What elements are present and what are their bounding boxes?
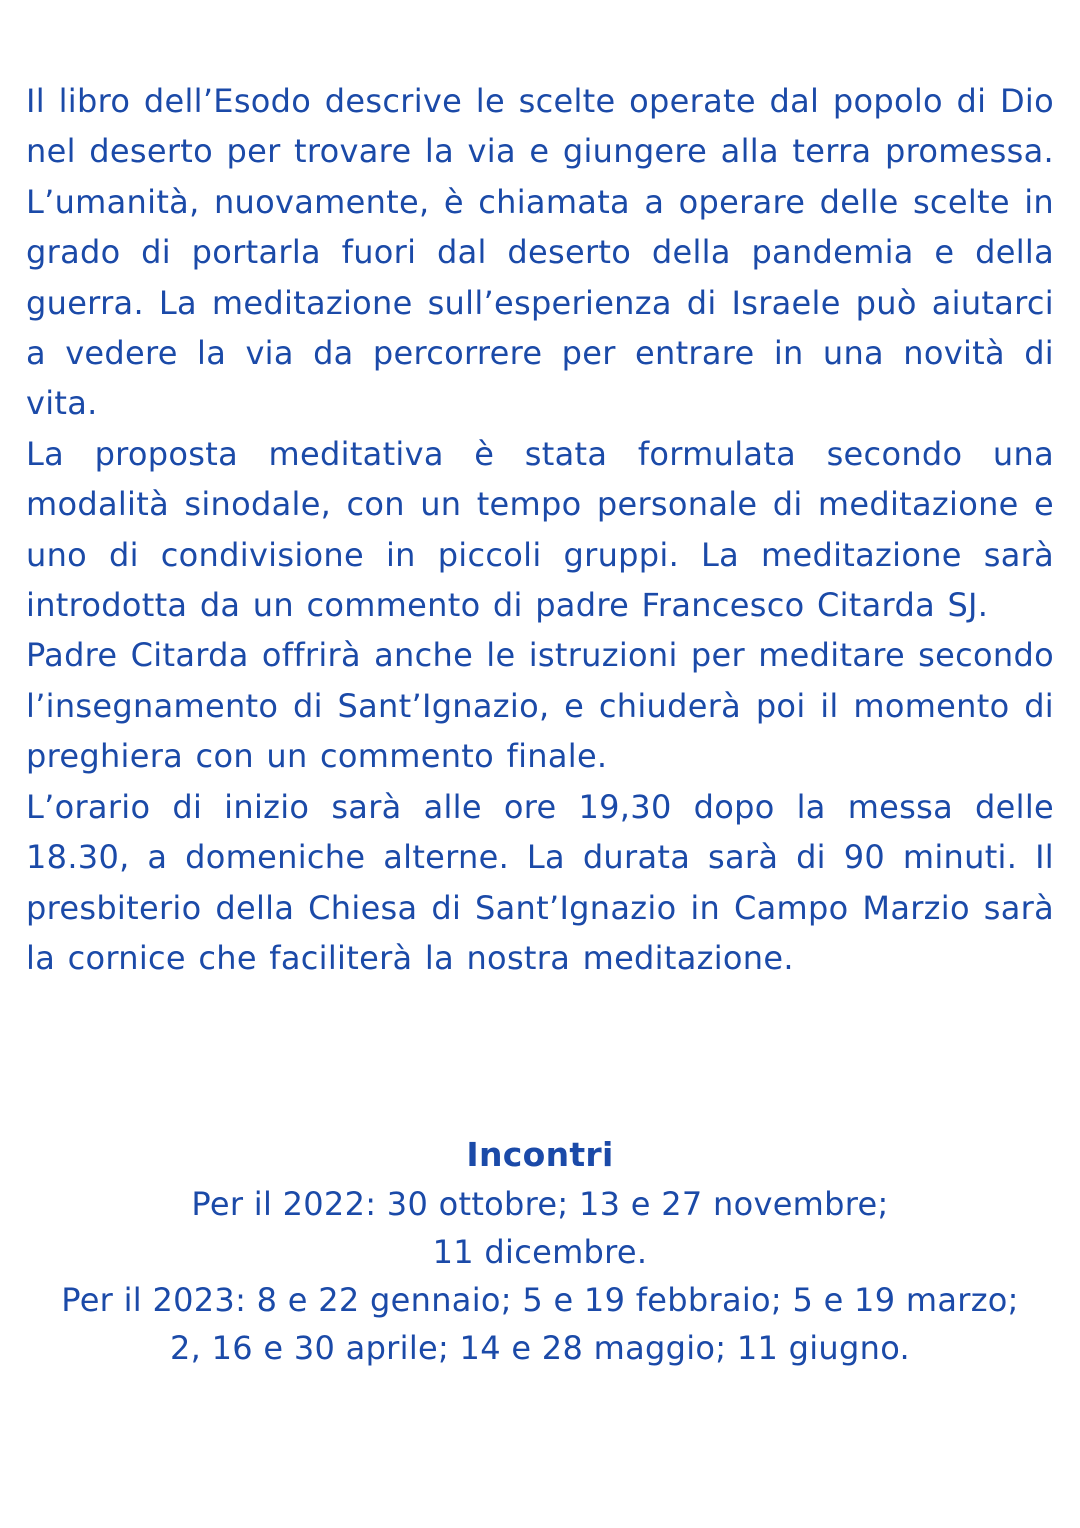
meetings-line-2022: Per il 2022: 30 ottobre; 13 e 27 novembre; — [191, 1185, 889, 1223]
meetings-line-2023: Per il 2023: 8 e 22 gennaio; 5 e 19 febbraio; 5 e 19 marzo; — [61, 1281, 1019, 1319]
paragraph-meditation-proposal: La proposta meditativa è stata formulata secondo una modalità sinodale, con un tempo personale di meditazione e uno di condivisione in piccoli gruppi. La meditazione sarà introdotta da un commento di padre Francesco Citarda SJ. — [26, 434, 1054, 625]
paragraph-exodus-intro: Il libro dell’Esodo descrive le scelte operate dal popolo di Dio nel deserto per trovare la via e giungere alla terra promessa. L’umanità, nuovamente, è chiamata a operare delle scelte in grado di portarla fuori dal deserto della pandemia e della guerra. La meditazione sull’esperienza di Israele può aiutarci a vedere la via da percorrere per entrare in una novità di vita. — [26, 82, 1054, 423]
meetings-line-2022-december: 11 dicembre. — [432, 1233, 648, 1271]
meetings-section — [0, 1130, 1080, 1372]
paragraph-schedule-details: L’orario di inizio sarà alle ore 19,30 dopo la messa delle 18.30, a domeniche alterne. La durata sarà di 90 minuti. Il presbiterio della Chiesa di Sant’Ignazio in Campo Marzio sarà la cornice che faciliterà la nostra meditazione. — [26, 787, 1054, 977]
paragraph-citarda-instructions: Padre Citarda offrirà anche le istruzioni per meditare secondo l’insegnamento di Sant’Ignazio, e chiuderà poi il momento di preghiera con un commento finale. — [26, 636, 1054, 776]
meetings-title: Incontri — [466, 1135, 614, 1174]
description-text — [26, 76, 1054, 983]
meetings-line-2023-spring: 2, 16 e 30 aprile; 14 e 28 maggio; 11 giugno. — [170, 1329, 910, 1367]
